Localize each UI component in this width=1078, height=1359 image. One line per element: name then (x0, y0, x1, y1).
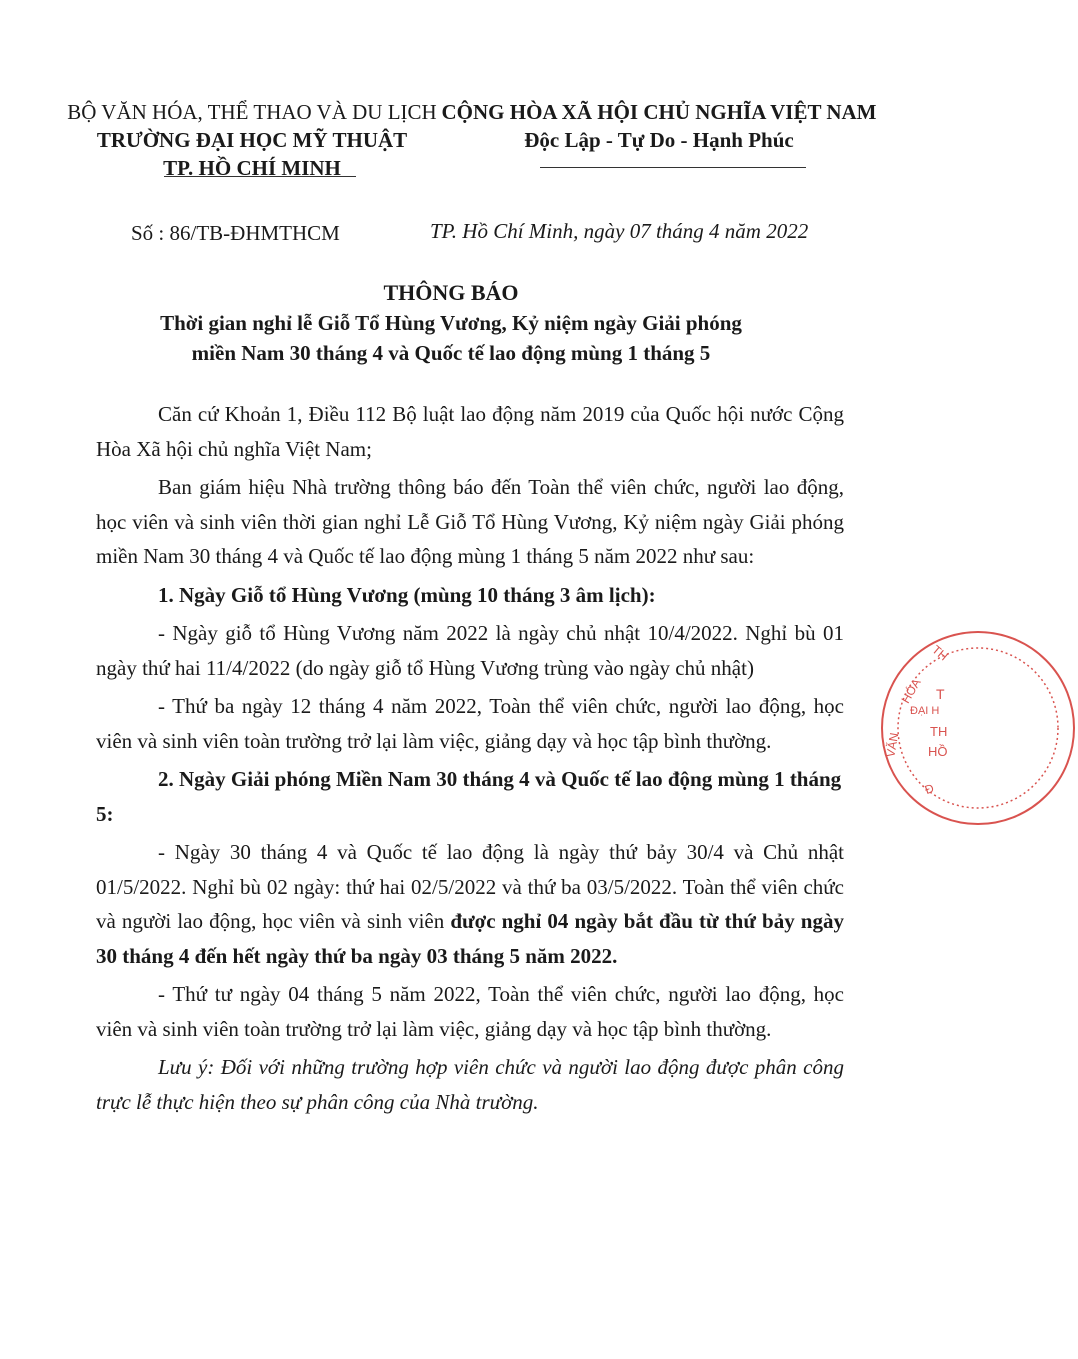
motto-underline (540, 167, 806, 168)
seal-text-8: Đ (922, 780, 936, 798)
seal-text-5: TH (930, 724, 948, 739)
national-motto: Độc Lập - Tự Do - Hạnh Phúc (524, 128, 794, 152)
seal-text-7: HỒ (928, 744, 948, 759)
issue-date: TP. Hồ Chí Minh, ngày 07 tháng 4 năm 2022 (430, 219, 809, 243)
reference-number: Số : 86/TB-ĐHMTHCM (131, 221, 340, 245)
paragraph-legal-basis: Căn cứ Khoản 1, Điều 112 Bộ luật lao động năm 2019 của Quốc hội nước Cộng Hòa Xã hội chủ nghĩa Việt Nam; (96, 402, 844, 461)
paragraph-announcement: Ban giám hiệu Nhà trường thông báo đến Toàn thể viên chức, người lao động, học viên và sinh viên thời gian nghỉ Lễ Giỗ Tổ Hùng Vương, Kỷ niệm ngày Giải phóng miền Nam 30 tháng 4 và Quốc tế lao động mùng 1 tháng 5 năm 2022 như sau: (96, 475, 844, 568)
seal-text-3: T (936, 686, 945, 702)
country-name: CỘNG HÒA XÃ HỘI CHỦ NGHĨA VIỆT NAM (441, 100, 877, 124)
seal-text-6: VĂN (883, 731, 902, 759)
section-2-heading: 2. Ngày Giải phóng Miền Nam 30 tháng 4 và Quốc tế lao động mùng 1 tháng 5: (96, 767, 842, 826)
document-body (96, 397, 844, 1119)
seal-text-1: TH (929, 642, 951, 664)
section-2-item-1-emphasis: được nghỉ 04 ngày bắt đầu từ thứ bảy ngày 30 tháng 4 đến hết ngày thứ ba ngày 03 tháng 5 năm 2022. (96, 909, 844, 968)
section-1-heading: 1. Ngày Giỗ tổ Hùng Vương (mùng 10 tháng 3 âm lịch): (158, 582, 656, 607)
title-sub-line2: miền Nam 30 tháng 4 và Quốc tế lao động mùng 1 tháng 5 (191, 341, 711, 365)
issuer-underline (164, 176, 356, 177)
school-name-line1: TRƯỜNG ĐẠI HỌC MỸ THUẬT (96, 128, 408, 152)
section-2-item-1-text: - Ngày 30 tháng 4 và Quốc tế lao động là ngày thứ bảy 30/4 và Chủ nhật 01/5/2022. Nghỉ bù 02 ngày: thứ hai 02/5/2022 và thứ ba 03/5/2022. Toàn thể viên chức và người lao động, học viên và sinh viên (96, 840, 844, 933)
title-main: THÔNG BÁO (383, 280, 519, 305)
title-sub-line1: Thời gian nghỉ lễ Giỗ Tổ Hùng Vương, Kỷ niệm ngày Giải phóng (160, 311, 742, 335)
official-seal (878, 628, 1078, 828)
seal-text-4: ĐẠI H (910, 705, 940, 717)
national-header (438, 98, 880, 154)
section-2-item-2: - Thứ tư ngày 04 tháng 5 năm 2022, Toàn thể viên chức, người lao động, học viên và sinh viên toàn trường trở lại làm việc, giảng dạy và học tập bình thường. (96, 982, 844, 1041)
section-1-item-1: - Ngày giỗ tổ Hùng Vương năm 2022 là ngày chủ nhật 10/4/2022. Nghỉ bù 01 ngày thứ hai 11/4/2022 (do ngày giỗ tổ Hùng Vương trùng vào ngày chủ nhật) (96, 621, 844, 680)
section-2-item-1 (96, 835, 844, 973)
issuer-header (62, 98, 442, 182)
seal-text-2: HÓA (898, 676, 924, 706)
note-paragraph: Lưu ý: Đối với những trường hợp viên chức và người lao động được phân công trực lễ thực hiện theo sự phân công của Nhà trường. (96, 1055, 844, 1114)
school-name-line2: TP. HỒ CHÍ MINH (163, 156, 341, 180)
document-title (0, 278, 902, 368)
ministry-name: BỘ VĂN HÓA, THỂ THAO VÀ DU LỊCH (67, 100, 437, 124)
section-1-item-2: - Thứ ba ngày 12 tháng 4 năm 2022, Toàn thể viên chức, người lao động, học viên và sinh viên toàn trường trở lại làm việc, giảng dạy và học tập bình thường. (96, 694, 844, 753)
